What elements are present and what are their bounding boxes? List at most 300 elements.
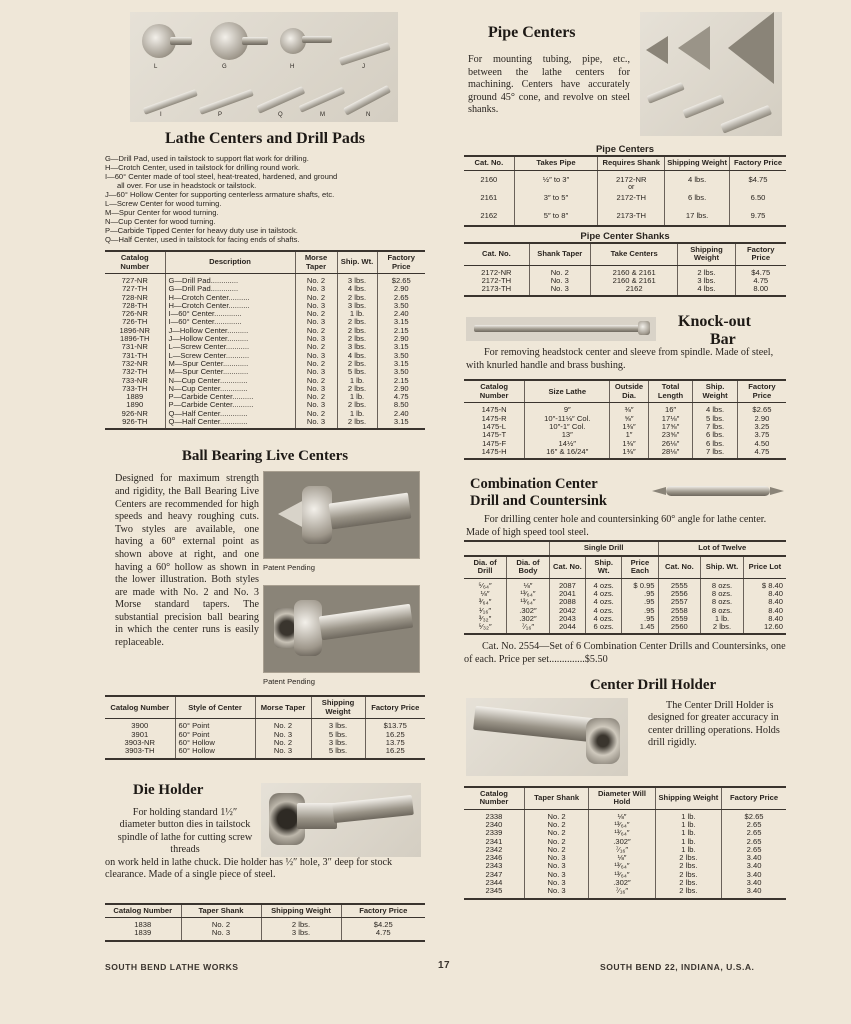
column-header: Taper Shank — [181, 904, 261, 918]
table-row — [105, 385, 425, 393]
table-row — [105, 285, 425, 293]
table-cell: 8.40 — [743, 607, 786, 615]
column-header: Factory Price — [722, 787, 786, 810]
table-cell: No. 2 — [524, 809, 588, 821]
column-header: Price Lot — [743, 556, 786, 579]
table-row — [105, 294, 425, 302]
drill-holder-table — [464, 786, 786, 900]
table-cell: 2173-TH — [481, 284, 512, 294]
combination-header — [464, 474, 786, 538]
table-cell: No. 3 — [295, 368, 337, 376]
drill-holder-photo — [466, 698, 628, 776]
table-cell: No. 2 — [524, 821, 588, 829]
table-cell: 60° Point — [175, 731, 255, 739]
die-holder-text-narrow: For holding standard 1½″ diameter button dies in tailstock spindle of lathe for cutting screw threads — [117, 806, 253, 856]
table-cell: I—60° Center............. — [165, 310, 295, 318]
knockout-bar-text: For removing headstock center and sleeve from spindle. Made of steel, with knurled handle and brass bushing. — [466, 347, 774, 371]
table-header-row — [464, 380, 786, 403]
table-cell: 23⅝″ — [648, 431, 693, 439]
table-cell: M—Spur Center............ — [165, 360, 295, 368]
table-cell: ³⁄₆₄″ — [478, 597, 492, 607]
table-cell: 1 lb. — [337, 393, 377, 401]
table-cell: 733-NR — [121, 375, 148, 385]
table-cell: ¹⁄₁₆″ — [479, 605, 492, 615]
lathe-centers-photo — [130, 12, 398, 122]
table-cell: 1.45 — [622, 623, 658, 634]
table-cell: 2339 — [485, 828, 503, 838]
combination-set-note: Cat. No. 2554—Set of 6 Combination Center Drills and Countersinks, one of each. Price per set..............$5.50 — [464, 641, 786, 666]
ball-bearing-caption-1: Patent Pending — [263, 563, 315, 573]
table-cell: M—Spur Center............ — [165, 368, 295, 376]
table-cell: .302″ — [589, 879, 655, 887]
table-cell: ½″ to 3″ — [514, 170, 598, 189]
table-cell: 7 lbs. — [693, 423, 738, 431]
table-cell: 1 lb. — [655, 838, 721, 846]
table-cell: ⁵⁄₆₄″ — [478, 580, 492, 590]
table-cell: 2 lbs. — [701, 623, 744, 634]
table-cell: ⁵⁄₃₂″ — [478, 622, 492, 632]
table-cell: 16″ — [648, 403, 693, 415]
table-cell: 2557 — [658, 598, 701, 606]
table-cell: 2.65 — [722, 829, 786, 837]
table-cell: 4.75 — [735, 277, 786, 285]
table-cell: 4.50 — [737, 440, 786, 448]
table-row — [464, 189, 786, 207]
table-cell: ⅛″ — [589, 854, 655, 862]
table-cell: 3″ to 5″ — [514, 189, 598, 207]
column-header: Style of Center — [175, 696, 255, 719]
table-cell: 5 lbs. — [311, 747, 365, 758]
table-cell: N—Cup Center............. — [165, 377, 295, 385]
table-cell: Q—Half Center............. — [165, 410, 295, 418]
table-cell: 1475-L — [482, 421, 506, 431]
table-cell: or 2172-TH — [598, 189, 665, 207]
table-row — [105, 393, 425, 401]
table-cell: 1 lb. — [655, 821, 721, 829]
left-column — [105, 12, 425, 942]
table-header-row — [464, 787, 786, 810]
pipe-centers-table-title: Pipe Centers — [595, 144, 655, 155]
footer-right: SOUTH BEND 22, INDIANA, U.S.A. — [600, 962, 755, 972]
legend-line: L—Screw Center for wood turning. — [105, 199, 222, 208]
table-header-row — [464, 243, 786, 266]
photo-letter-j: J — [362, 64, 365, 70]
table-row — [105, 310, 425, 318]
knockout-header — [464, 311, 786, 373]
table-cell: 2 lbs. — [337, 385, 377, 393]
table-cell: 60° Hollow — [175, 747, 255, 758]
combination-title-2: Drill and Countersink — [470, 493, 607, 510]
knockout-bar-title-1: Knock-out — [678, 313, 751, 331]
table-cell: 2 lbs. — [261, 918, 341, 930]
die-holder-text-wide: on work held in lathe chuck. Die holder has ½″ hole, 3″ deep for stock clearance. Made of a single piece of steel. — [105, 856, 393, 881]
table-cell: 726-NR — [121, 309, 148, 319]
table-cell: 1475-T — [482, 430, 507, 440]
die-holder-title: Die Holder — [133, 781, 204, 798]
legend-line: all over. For use in headstock or tailstock. — [117, 181, 257, 190]
footer-left: SOUTH BEND LATHE WORKS — [105, 962, 239, 972]
table-row — [464, 285, 786, 296]
table-cell: 8.00 — [735, 285, 786, 296]
table-cell: ⅛″ — [507, 578, 550, 590]
table-cell: No. 2 — [181, 918, 261, 930]
table-row — [464, 623, 786, 634]
column-header: Factory Price — [377, 251, 425, 274]
table-cell: 2 lbs. — [655, 862, 721, 870]
table-cell: .95 — [622, 598, 658, 606]
table-row — [105, 274, 425, 286]
column-header: Description — [165, 251, 295, 274]
ball-bearing-caption-2: Patent Pending — [263, 677, 315, 687]
table-cell: 2 lbs. — [337, 335, 377, 343]
table-cell: No. 3 — [295, 285, 337, 293]
table-cell: No. 3 — [529, 277, 590, 285]
pipe-centers-title: Pipe Centers — [488, 24, 576, 41]
table-cell: 2043 — [549, 615, 585, 623]
column-header: Taper Shank — [524, 787, 588, 810]
table-cell: .95 — [622, 607, 658, 615]
column-header: Outside Dia. — [610, 380, 648, 403]
table-cell: No. 2 — [295, 327, 337, 335]
table-cell: 2172-NR — [598, 170, 665, 189]
table-cell: 60° Hollow — [175, 739, 255, 747]
table-cell: No. 2 — [295, 410, 337, 418]
ball-bearing-text: Designed for maximum strength and rigidity, the Ball Bearing Live Centers are recommended for high speeds and heavy roughing cuts. Two styles are available, one having a 60° external point as shown above at right, and one having a 60° hollow as shown in the lower illustration. Both styles are made with No. 2 and No. 3 Morse standard tapers. The substantial precision ball bearing in which the center runs is easily replaceable. — [115, 473, 259, 649]
table-cell: 5″ to 8″ — [514, 207, 598, 226]
table-cell: No. 2 — [255, 739, 311, 747]
table-row — [105, 410, 425, 418]
table-cell: 2160 & 2161 — [590, 265, 678, 277]
table-cell: 1 lb. — [337, 310, 377, 318]
column-header: Total Length — [648, 380, 693, 403]
pipe-shanks-table — [464, 242, 786, 298]
photo-letter-q: Q — [278, 112, 283, 118]
table-cell: 2160 — [480, 174, 498, 184]
table-cell: ⅝″ — [610, 415, 648, 423]
table-cell: 3900 — [131, 721, 149, 731]
column-header: Factory Price — [735, 243, 786, 266]
ball-bearing-point-photo — [263, 471, 420, 559]
table-cell: N—Cup Center............. — [165, 385, 295, 393]
combination-title-1: Combination Center — [470, 476, 598, 493]
table-cell: 17⅝″ — [648, 423, 693, 431]
pipe-centers-table — [464, 155, 786, 227]
table-row — [105, 418, 425, 429]
table-cell: 3.40 — [722, 871, 786, 879]
table-cell: ¹³⁄₆₄″ — [589, 871, 655, 879]
table-cell: 2556 — [658, 590, 701, 598]
table-cell: 2172-TH — [481, 275, 512, 285]
table-cell: 5 lbs. — [337, 368, 377, 376]
column-header: Cat. No. — [658, 556, 701, 579]
table-cell: J—Hollow Center.......... — [165, 335, 295, 343]
pipe-shanks-table-title: Pipe Center Shanks — [580, 230, 670, 242]
pipe-centers-photo — [640, 12, 782, 136]
table-cell: 728-NR — [121, 292, 148, 302]
column-header: Shipping Weight — [665, 156, 730, 170]
table-cell: 2.65 — [722, 846, 786, 854]
table-cell: 3.15 — [377, 318, 425, 326]
table-cell: No. 2 — [524, 838, 588, 846]
table-cell: No. 2 — [529, 265, 590, 277]
table-cell: No. 3 — [529, 285, 590, 296]
column-header: Takes Pipe — [514, 156, 598, 170]
table-cell: 2.40 — [377, 310, 425, 318]
table-cell: 731-TH — [122, 350, 148, 360]
table-row — [105, 747, 425, 758]
table-cell: No. 2 — [524, 829, 588, 837]
table-cell: L—Screw Center........... — [165, 343, 295, 351]
table-cell: No. 3 — [524, 862, 588, 870]
table-row — [464, 448, 786, 459]
column-header: Catalog Number — [464, 787, 524, 810]
table-cell: 2.65 — [377, 294, 425, 302]
table-cell: .302″ — [589, 838, 655, 846]
table-cell: No. 3 — [524, 879, 588, 887]
table-cell: 6 ozs. — [586, 623, 622, 634]
table-cell: No. 3 — [295, 352, 337, 360]
table-cell: 1 lb. — [655, 829, 721, 837]
photo-letter-i: I — [160, 112, 162, 118]
table-cell: 3903-TH — [124, 746, 155, 756]
table-cell: 17⅛″ — [648, 415, 693, 423]
table-cell: .302″ — [507, 615, 550, 623]
die-holder-block — [105, 803, 425, 881]
table-cell: 2.15 — [377, 377, 425, 385]
table-cell: 926-NR — [121, 408, 148, 418]
table-group-row — [464, 541, 786, 556]
table-cell: 3.15 — [377, 360, 425, 368]
table-cell: 2.90 — [377, 285, 425, 293]
column-header: Price Each — [622, 556, 658, 579]
table-cell: 8 ozs. — [701, 598, 744, 606]
table-row — [105, 327, 425, 335]
table-cell: 3.25 — [737, 423, 786, 431]
table-cell: No. 3 — [295, 418, 337, 429]
table-cell: 4 ozs. — [586, 615, 622, 623]
table-cell: 8.40 — [743, 598, 786, 606]
table-cell: 5 lbs. — [693, 415, 738, 423]
table-cell: 4.75 — [341, 929, 425, 940]
photo-letter-l: L — [154, 64, 158, 70]
table-row — [105, 929, 425, 940]
table-cell: 26⅛″ — [648, 440, 693, 448]
table-cell: 16.25 — [365, 731, 425, 739]
legend-line: J—60° Hollow Center for supporting centerless armature shafts, etc. — [105, 190, 335, 199]
column-header: Shipping Weight — [261, 904, 341, 918]
die-holder-table — [105, 903, 425, 942]
table-cell: ¹³⁄₆₄″ — [589, 862, 655, 870]
column-header: Dia. of Drill — [464, 556, 507, 579]
table-cell: .95 — [622, 590, 658, 598]
column-header: Factory Price — [341, 904, 425, 918]
table-cell: No. 3 — [181, 929, 261, 940]
legend-line: N—Cup Center for wood turning. — [105, 217, 216, 226]
table-cell: G—Drill Pad............. — [165, 274, 295, 286]
table-cell: 1 lb. — [655, 846, 721, 854]
table-cell: 3.50 — [377, 352, 425, 360]
table-cell: 1 lb. — [701, 615, 744, 623]
column-header: Catalog Number — [464, 380, 525, 403]
pipe-centers-text: For mounting tubing, pipe, etc., between the lathe centers for machining. Centers have accurately ground 45° cone, and revolve on steel shanks. — [468, 54, 630, 116]
table-cell: 2172-NR — [481, 267, 512, 277]
column-header: Cat. No. — [464, 156, 514, 170]
column-header: Ship. Weight — [693, 380, 738, 403]
table-cell: $4.25 — [341, 918, 425, 930]
table-cell: 6.50 — [730, 189, 786, 207]
die-holder-photo — [261, 783, 421, 857]
table-cell: 2.40 — [377, 410, 425, 418]
table-cell: ³⁄₃₂″ — [478, 613, 492, 623]
table-header-row — [464, 556, 786, 579]
column-header: Dia. of Body — [507, 556, 550, 579]
legend-line: M—Spur Center for wood turning. — [105, 208, 219, 217]
legend-line: Q—Half Center, used in tailstock for facing ends of shafts. — [105, 235, 300, 244]
table-row — [464, 887, 786, 898]
combination-drill-photo — [650, 484, 786, 496]
table-cell: 2.90 — [377, 385, 425, 393]
column-header: Size Lathe — [525, 380, 610, 403]
combination-text: For drilling center hole and countersinking 60° angle for lathe center. Made of high speed tool steel. — [466, 514, 767, 538]
table-row — [464, 590, 786, 598]
table-cell: ⅛″ — [480, 588, 490, 598]
table-cell: 4 lbs. — [693, 403, 738, 415]
table-cell: 3.40 — [722, 887, 786, 898]
photo-letter-p: P — [218, 112, 223, 118]
table-row — [464, 615, 786, 623]
table-cell: 2342 — [485, 844, 503, 854]
table-cell: $4.75 — [730, 170, 786, 189]
lathe-centers-table — [105, 250, 425, 430]
ball-bearing-title: Ball Bearing Live Centers — [181, 448, 349, 465]
table-cell: No. 3 — [295, 318, 337, 326]
table-row — [105, 302, 425, 310]
table-cell: P—Carbide Center.......... — [165, 401, 295, 409]
table-cell: 2338 — [485, 811, 503, 821]
table-cell: 2558 — [658, 607, 701, 615]
table-cell: L—Screw Center........... — [165, 352, 295, 360]
table-cell: ¹³⁄₆₄″ — [589, 829, 655, 837]
column-header: Catalog Number — [105, 904, 181, 918]
table-cell: 2346 — [485, 853, 503, 863]
table-cell: 4 ozs. — [586, 607, 622, 615]
table-cell: 8.50 — [377, 401, 425, 409]
table-cell: $2.65 — [722, 809, 786, 821]
table-cell: 2 lbs. — [655, 887, 721, 898]
table-cell: 3 lbs. — [311, 719, 365, 731]
legend-line: H—Crotch Center, used in tailstock for drilling round work. — [105, 163, 300, 172]
table-cell: 2 lbs. — [337, 327, 377, 335]
table-cell: 2.90 — [737, 415, 786, 423]
table-cell: 4.75 — [737, 448, 786, 459]
table-cell: 2560 — [658, 623, 701, 634]
table-cell: 10″-11⅛″ Col. — [525, 415, 610, 423]
table-cell: ¹³⁄₆₄″ — [507, 590, 550, 598]
table-cell: $ 0.95 — [622, 578, 658, 590]
column-header: Catalog Number — [105, 696, 175, 719]
table-cell: No. 3 — [524, 887, 588, 898]
table-cell: 3.15 — [377, 343, 425, 351]
table-cell: 8 ozs. — [701, 607, 744, 615]
table-cell: 3.15 — [377, 418, 425, 429]
table-row — [105, 318, 425, 326]
table-cell: I—60° Center............. — [165, 318, 295, 326]
table-cell: 4 lbs. — [337, 285, 377, 293]
legend-line: G—Drill Pad, used in tailstock to support flat work for drilling. — [105, 154, 309, 163]
column-header: Ship. Wt. — [701, 556, 744, 579]
table-row — [464, 607, 786, 615]
table-cell: 2 lbs. — [655, 871, 721, 879]
column-header: Factory Price — [737, 380, 786, 403]
table-header-row — [105, 904, 425, 918]
table-cell: 4 lbs. — [337, 352, 377, 360]
table-row — [464, 207, 786, 226]
column-header: Diameter Will Hold — [589, 787, 655, 810]
table-cell: 8 ozs. — [701, 578, 744, 590]
table-cell: 60° Point — [175, 719, 255, 731]
table-cell: 6 lbs. — [693, 440, 738, 448]
table-cell: 14½″ — [525, 440, 610, 448]
table-cell: 6 lbs. — [665, 189, 730, 207]
table-cell: 3.50 — [377, 368, 425, 376]
table-cell: 16.25 — [365, 747, 425, 758]
table-row — [464, 578, 786, 590]
table-cell: J—Hollow Center.......... — [165, 327, 295, 335]
table-row — [105, 719, 425, 731]
table-cell: 2559 — [658, 615, 701, 623]
table-cell: 726-TH — [122, 317, 148, 327]
table-cell: 2042 — [549, 607, 585, 615]
table-cell: 3901 — [131, 729, 149, 739]
table-cell: No. 3 — [524, 854, 588, 862]
knockout-bar-photo — [466, 317, 656, 341]
table-cell: 2044 — [549, 623, 585, 634]
table-row — [105, 352, 425, 360]
lathe-centers-title: Lathe Centers and Drill Pads — [165, 130, 365, 147]
table-row — [105, 335, 425, 343]
photo-letter-n: N — [366, 112, 371, 118]
table-cell: 4 ozs. — [586, 578, 622, 590]
table-cell: 4 lbs. — [665, 170, 730, 189]
table-cell: 731-NR — [121, 342, 148, 352]
table-cell: 732-NR — [121, 358, 148, 368]
table-cell: No. 3 — [295, 302, 337, 310]
table-cell: ⁷⁄₁₆″ — [507, 623, 550, 634]
table-cell: 2341 — [485, 836, 503, 846]
table-cell: 17 lbs. — [665, 207, 730, 226]
table-cell: 2088 — [549, 598, 585, 606]
table-cell: 2 lbs. — [655, 879, 721, 887]
table-cell: .95 — [622, 615, 658, 623]
ball-bearing-table — [105, 695, 425, 759]
table-cell: ⅜″ — [610, 403, 648, 415]
drill-holder-block — [464, 698, 786, 784]
table-header-row — [464, 156, 786, 170]
photo-letter-m: M — [320, 112, 325, 118]
table-cell: 1839 — [134, 928, 152, 938]
table-cell: 2 lbs. — [337, 360, 377, 368]
table-cell: No. 3 — [255, 747, 311, 758]
column-header: Catalog Number — [105, 251, 165, 274]
table-cell: 1890 — [126, 400, 144, 410]
photo-letter-h: H — [290, 64, 295, 70]
table-cell: 1838 — [134, 920, 152, 930]
table-cell: ⁷⁄₁₆″ — [589, 887, 655, 898]
table-cell: 2.90 — [377, 335, 425, 343]
table-cell: 3 lbs. — [337, 343, 377, 351]
table-cell: 3.75 — [737, 431, 786, 439]
column-header: Cat. No. — [549, 556, 585, 579]
